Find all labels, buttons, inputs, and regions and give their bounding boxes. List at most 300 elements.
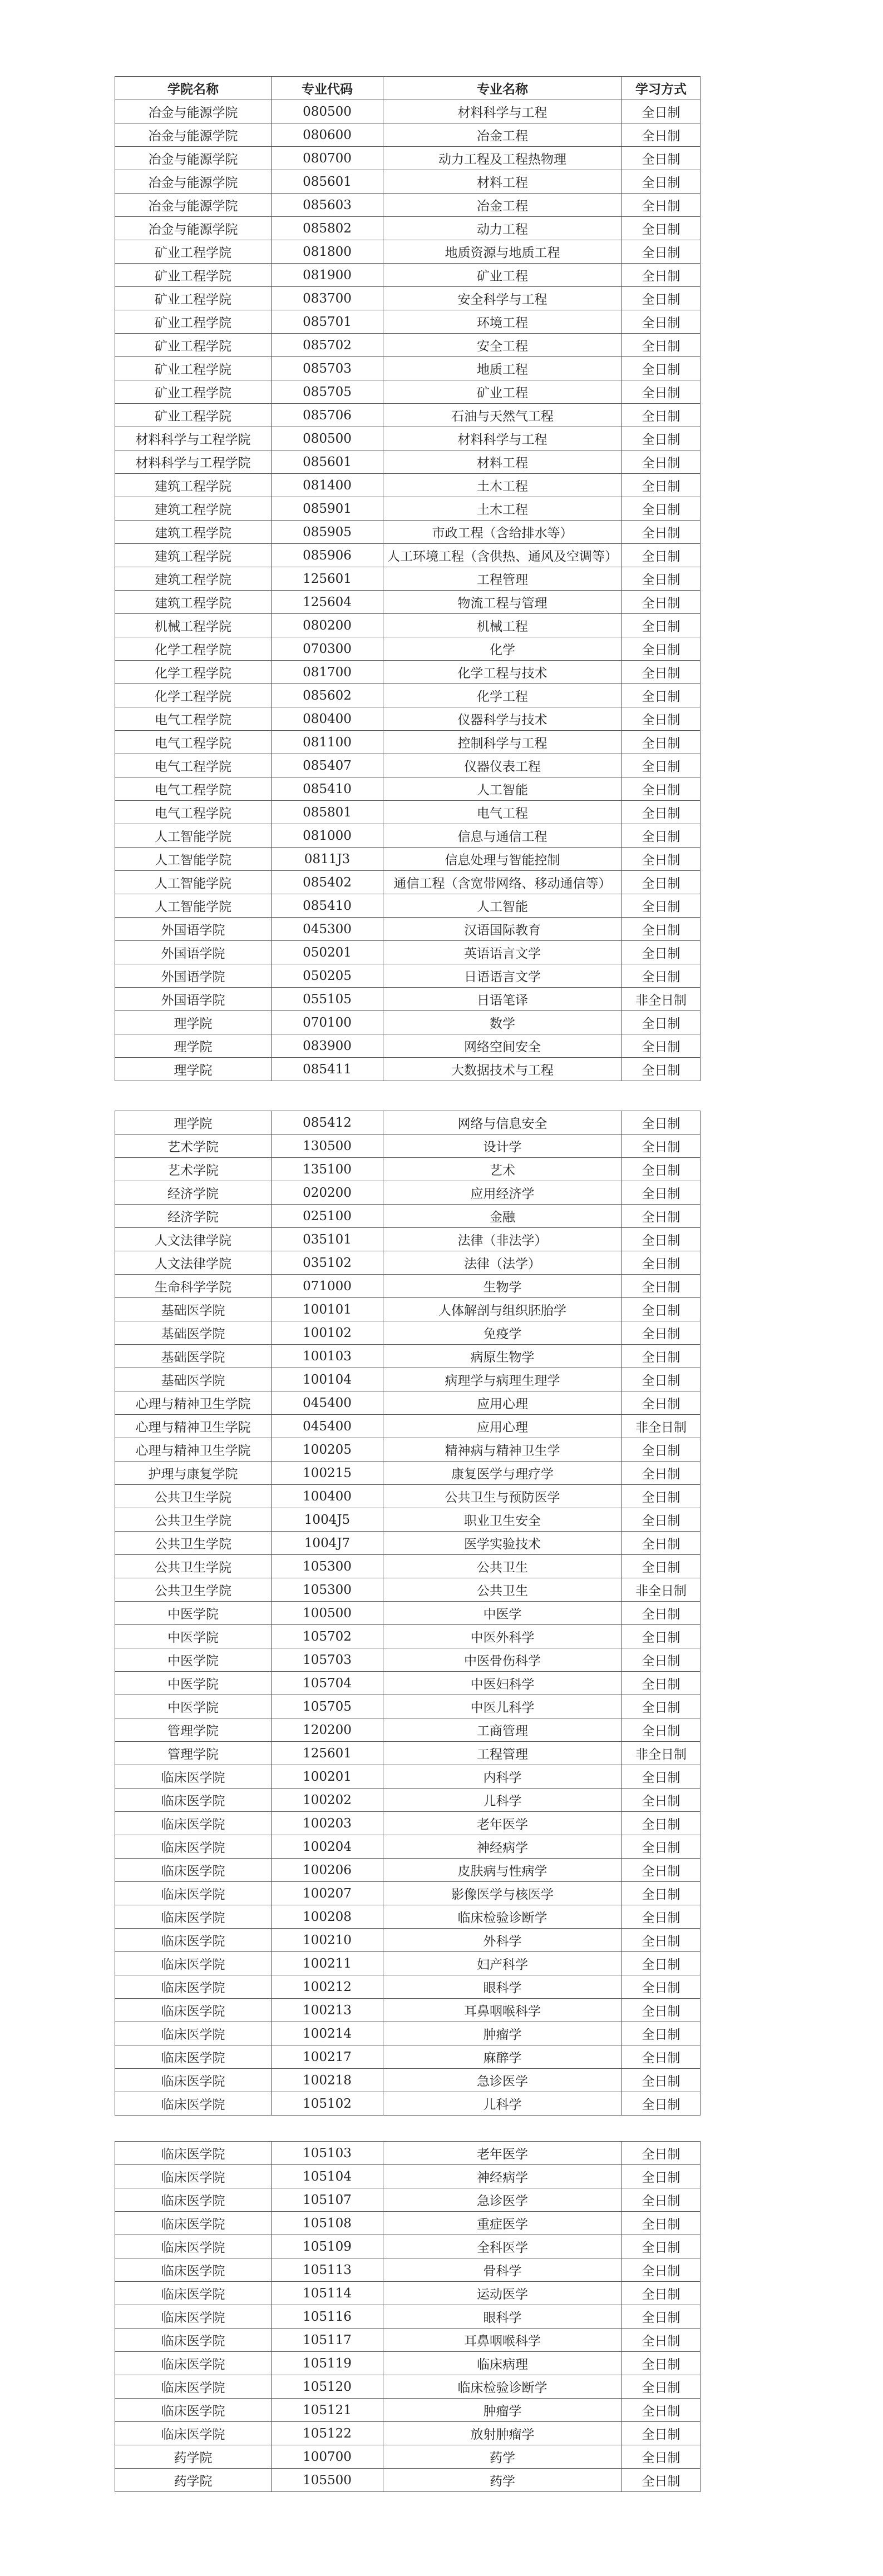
cell-college: 公共卫生学院 [115, 1532, 272, 1555]
cell-major-code: 081800 [272, 240, 383, 264]
cell-major-name: 麻醉学 [383, 2045, 622, 2069]
cell-college: 冶金与能源学院 [115, 170, 272, 194]
cell-college: 临床医学院 [115, 2258, 272, 2282]
table-row [115, 474, 701, 497]
cell-major-code: 125601 [272, 567, 383, 591]
cell-study-mode: 全日制 [622, 310, 701, 334]
cell-college: 建筑工程学院 [115, 521, 272, 544]
cell-major-name: 肿瘤学 [383, 2399, 622, 2422]
cell-college: 外国语学院 [115, 964, 272, 988]
program-table-page-2 [115, 1111, 700, 2116]
cell-major-name: 重症医学 [383, 2212, 622, 2235]
cell-major-code: 045400 [272, 1391, 383, 1415]
cell-study-mode: 全日制 [622, 147, 701, 170]
table-row [115, 894, 701, 918]
cell-major-code: 100208 [272, 1905, 383, 1929]
cell-college: 材料科学与工程学院 [115, 427, 272, 450]
cell-college: 临床医学院 [115, 2022, 272, 2045]
cell-study-mode: 全日制 [622, 1672, 701, 1695]
header-study-mode: 学习方式 [622, 77, 701, 100]
cell-study-mode: 全日制 [622, 1391, 701, 1415]
cell-major-code: 100202 [272, 1789, 383, 1812]
cell-college: 临床医学院 [115, 1765, 272, 1789]
cell-study-mode: 全日制 [622, 1321, 701, 1345]
cell-college: 化学工程学院 [115, 637, 272, 661]
cell-college: 电气工程学院 [115, 707, 272, 731]
cell-study-mode: 全日制 [622, 1438, 701, 1462]
cell-major-code: 035101 [272, 1228, 383, 1251]
cell-major-code: 100201 [272, 1765, 383, 1789]
cell-college: 临床医学院 [115, 2375, 272, 2399]
table-row [115, 1952, 701, 1975]
table-row [115, 707, 701, 731]
table-row [115, 544, 701, 567]
cell-study-mode: 全日制 [622, 404, 701, 427]
program-table-page-1 [115, 76, 700, 1081]
cell-major-name: 神经病学 [383, 2165, 622, 2188]
cell-study-mode: 全日制 [622, 334, 701, 357]
table-row [115, 1462, 701, 1485]
cell-major-name: 数学 [383, 1011, 622, 1034]
table-row [115, 801, 701, 824]
cell-major-name: 公共卫生与预防医学 [383, 1485, 622, 1508]
cell-major-code: 085603 [272, 194, 383, 217]
cell-study-mode: 全日制 [622, 1508, 701, 1532]
cell-study-mode: 全日制 [622, 871, 701, 894]
cell-study-mode: 全日制 [622, 2329, 701, 2352]
cell-college: 理学院 [115, 1011, 272, 1034]
cell-study-mode: 全日制 [622, 1135, 701, 1158]
table-row [115, 427, 701, 450]
cell-study-mode: 全日制 [622, 2258, 701, 2282]
cell-study-mode: 全日制 [622, 521, 701, 544]
cell-major-name: 临床检验诊断学 [383, 2375, 622, 2399]
cell-study-mode: 全日制 [622, 1485, 701, 1508]
cell-major-name: 公共卫生 [383, 1578, 622, 1602]
table-row [115, 777, 701, 801]
cell-major-name: 全科医学 [383, 2235, 622, 2258]
cell-study-mode: 全日制 [622, 1368, 701, 1391]
cell-study-mode: 全日制 [622, 614, 701, 637]
cell-study-mode: 全日制 [622, 684, 701, 707]
cell-study-mode: 全日制 [622, 707, 701, 731]
cell-college: 临床医学院 [115, 1975, 272, 1999]
table-row [115, 1578, 701, 1602]
cell-study-mode: 全日制 [622, 1158, 701, 1181]
table-row [115, 217, 701, 240]
table-row [115, 1882, 701, 1905]
cell-study-mode: 全日制 [622, 1789, 701, 1812]
cell-major-name: 信息与通信工程 [383, 824, 622, 848]
cell-major-name: 工程管理 [383, 1742, 622, 1765]
cell-major-code: 105703 [272, 1648, 383, 1672]
cell-college: 电气工程学院 [115, 801, 272, 824]
cell-major-code: 085412 [272, 1111, 383, 1135]
cell-college: 中医学院 [115, 1672, 272, 1695]
cell-major-name: 信息处理与智能控制 [383, 848, 622, 871]
cell-study-mode: 全日制 [622, 894, 701, 918]
cell-college: 药学院 [115, 2469, 272, 2492]
cell-college: 建筑工程学院 [115, 474, 272, 497]
cell-study-mode: 全日制 [622, 2142, 701, 2165]
cell-major-code: 105122 [272, 2422, 383, 2445]
table-row [115, 661, 701, 684]
cell-major-code: 100103 [272, 1345, 383, 1368]
cell-major-code: 105116 [272, 2305, 383, 2329]
cell-study-mode: 全日制 [622, 1251, 701, 1275]
cell-major-code: 081900 [272, 264, 383, 287]
cell-major-code: 083900 [272, 1034, 383, 1058]
cell-college: 艺术学院 [115, 1135, 272, 1158]
table-row [115, 2022, 701, 2045]
cell-major-name: 土木工程 [383, 497, 622, 521]
cell-major-code: 105108 [272, 2212, 383, 2235]
cell-college: 人工智能学院 [115, 894, 272, 918]
table-row [115, 1905, 701, 1929]
cell-major-code: 085410 [272, 777, 383, 801]
cell-study-mode: 全日制 [622, 2235, 701, 2258]
cell-major-code: 085411 [272, 1058, 383, 1081]
cell-college: 临床医学院 [115, 1882, 272, 1905]
cell-study-mode: 全日制 [622, 2469, 701, 2492]
cell-college: 临床医学院 [115, 2399, 272, 2422]
cell-major-name: 妇产科学 [383, 1952, 622, 1975]
cell-college: 矿业工程学院 [115, 404, 272, 427]
table-row [115, 2212, 701, 2235]
header-major-name: 专业名称 [383, 77, 622, 100]
table-row [115, 2282, 701, 2305]
cell-study-mode: 全日制 [622, 1765, 701, 1789]
cell-major-name: 机械工程 [383, 614, 622, 637]
cell-study-mode: 全日制 [622, 1011, 701, 1034]
cell-major-code: 085601 [272, 450, 383, 474]
cell-study-mode: 全日制 [622, 2422, 701, 2445]
cell-major-code: 025100 [272, 1205, 383, 1228]
cell-college: 管理学院 [115, 1742, 272, 1765]
cell-study-mode: 全日制 [622, 591, 701, 614]
table-row [115, 1034, 701, 1058]
cell-major-code: 125601 [272, 1742, 383, 1765]
cell-college: 临床医学院 [115, 1929, 272, 1952]
cell-study-mode: 全日制 [622, 1718, 701, 1742]
cell-study-mode: 全日制 [622, 1648, 701, 1672]
cell-major-code: 105104 [272, 2165, 383, 2188]
cell-major-code: 020200 [272, 1181, 383, 1205]
table-row [115, 2165, 701, 2188]
cell-college: 化学工程学院 [115, 684, 272, 707]
cell-major-name: 日语语言文学 [383, 964, 622, 988]
cell-college: 临床医学院 [115, 2092, 272, 2116]
cell-college: 临床医学院 [115, 1789, 272, 1812]
cell-major-code: 085410 [272, 894, 383, 918]
cell-study-mode: 全日制 [622, 1625, 701, 1648]
cell-major-name: 电气工程 [383, 801, 622, 824]
table-row [115, 1508, 701, 1532]
cell-major-name: 中医妇科学 [383, 1672, 622, 1695]
table-row [115, 1438, 701, 1462]
cell-study-mode: 全日制 [622, 918, 701, 941]
cell-college: 临床医学院 [115, 1952, 272, 1975]
cell-study-mode: 全日制 [622, 170, 701, 194]
cell-study-mode: 非全日制 [622, 988, 701, 1011]
cell-major-code: 080400 [272, 707, 383, 731]
cell-major-code: 100217 [272, 2045, 383, 2069]
cell-college: 建筑工程学院 [115, 591, 272, 614]
cell-major-name: 急诊医学 [383, 2188, 622, 2212]
cell-study-mode: 全日制 [622, 1929, 701, 1952]
cell-major-name: 土木工程 [383, 474, 622, 497]
table-row [115, 754, 701, 777]
table-row [115, 2258, 701, 2282]
cell-major-code: 100218 [272, 2069, 383, 2092]
table-row [115, 637, 701, 661]
table-row [115, 941, 701, 964]
cell-study-mode: 全日制 [622, 357, 701, 380]
cell-major-name: 工商管理 [383, 1718, 622, 1742]
cell-study-mode: 全日制 [622, 1882, 701, 1905]
cell-study-mode: 全日制 [622, 1275, 701, 1298]
cell-college: 冶金与能源学院 [115, 217, 272, 240]
table-row [115, 614, 701, 637]
cell-major-name: 儿科学 [383, 2092, 622, 2116]
cell-major-code: 105120 [272, 2375, 383, 2399]
cell-major-code: 085703 [272, 357, 383, 380]
cell-major-name: 石油与天然气工程 [383, 404, 622, 427]
cell-college: 临床医学院 [115, 2142, 272, 2165]
cell-major-code: 100104 [272, 1368, 383, 1391]
cell-college: 电气工程学院 [115, 777, 272, 801]
cell-study-mode: 全日制 [622, 1228, 701, 1251]
table-row [115, 2092, 701, 2116]
cell-study-mode: 全日制 [622, 1905, 701, 1929]
cell-major-code: 085407 [272, 754, 383, 777]
cell-study-mode: 全日制 [622, 450, 701, 474]
cell-college: 临床医学院 [115, 2212, 272, 2235]
table-row [115, 1391, 701, 1415]
cell-college: 理学院 [115, 1111, 272, 1135]
cell-college: 矿业工程学院 [115, 334, 272, 357]
cell-study-mode: 全日制 [622, 2165, 701, 2188]
cell-major-name: 网络与信息安全 [383, 1111, 622, 1135]
program-table [115, 2141, 701, 2492]
cell-major-name: 材料科学与工程 [383, 100, 622, 123]
cell-college: 矿业工程学院 [115, 240, 272, 264]
cell-college: 心理与精神卫生学院 [115, 1415, 272, 1438]
cell-college: 临床医学院 [115, 2352, 272, 2375]
cell-major-code: 085602 [272, 684, 383, 707]
cell-major-code: 105117 [272, 2329, 383, 2352]
cell-college: 临床医学院 [115, 1905, 272, 1929]
cell-college: 中医学院 [115, 1648, 272, 1672]
cell-college: 矿业工程学院 [115, 310, 272, 334]
cell-study-mode: 全日制 [622, 1602, 701, 1625]
cell-major-name: 法律（非法学） [383, 1228, 622, 1251]
cell-college: 心理与精神卫生学院 [115, 1438, 272, 1462]
cell-major-name: 仪器科学与技术 [383, 707, 622, 731]
table-row [115, 2399, 701, 2422]
cell-college: 临床医学院 [115, 2045, 272, 2069]
cell-major-name: 日语笔译 [383, 988, 622, 1011]
cell-study-mode: 全日制 [622, 1812, 701, 1835]
table-row [115, 1929, 701, 1952]
cell-major-code: 105103 [272, 2142, 383, 2165]
table-row [115, 1765, 701, 1789]
cell-college: 临床医学院 [115, 1835, 272, 1859]
table-row [115, 1058, 701, 1081]
cell-study-mode: 全日制 [622, 848, 701, 871]
cell-major-code: 050201 [272, 941, 383, 964]
cell-major-name: 中医儿科学 [383, 1695, 622, 1718]
cell-major-code: 085705 [272, 380, 383, 404]
cell-major-name: 矿业工程 [383, 380, 622, 404]
cell-major-name: 化学工程 [383, 684, 622, 707]
cell-major-code: 105102 [272, 2092, 383, 2116]
cell-college: 冶金与能源学院 [115, 194, 272, 217]
cell-major-code: 035102 [272, 1251, 383, 1275]
table-row [115, 988, 701, 1011]
cell-major-code: 130500 [272, 1135, 383, 1158]
cell-study-mode: 全日制 [622, 2069, 701, 2092]
cell-major-code: 100214 [272, 2022, 383, 2045]
cell-major-code: 085701 [272, 310, 383, 334]
cell-college: 基础医学院 [115, 1298, 272, 1321]
cell-college: 人文法律学院 [115, 1251, 272, 1275]
cell-study-mode: 全日制 [622, 1952, 701, 1975]
table-row [115, 1415, 701, 1438]
cell-major-name: 眼科学 [383, 1975, 622, 1999]
cell-study-mode: 全日制 [622, 544, 701, 567]
cell-major-code: 100207 [272, 1882, 383, 1905]
cell-college: 冶金与能源学院 [115, 147, 272, 170]
table-row [115, 2045, 701, 2069]
cell-study-mode: 全日制 [622, 1345, 701, 1368]
table-row [115, 731, 701, 754]
cell-study-mode: 全日制 [622, 123, 701, 147]
table-row [115, 684, 701, 707]
table-row [115, 1298, 701, 1321]
cell-major-code: 045400 [272, 1415, 383, 1438]
cell-major-code: 080600 [272, 123, 383, 147]
cell-college: 临床医学院 [115, 2188, 272, 2212]
cell-study-mode: 全日制 [622, 427, 701, 450]
cell-college: 临床医学院 [115, 2422, 272, 2445]
cell-major-name: 化学工程与技术 [383, 661, 622, 684]
cell-college: 人工智能学院 [115, 871, 272, 894]
cell-study-mode: 全日制 [622, 1975, 701, 1999]
cell-college: 护理与康复学院 [115, 1462, 272, 1485]
cell-major-name: 临床检验诊断学 [383, 1905, 622, 1929]
cell-major-name: 病理学与病理生理学 [383, 1368, 622, 1391]
cell-major-name: 艺术 [383, 1158, 622, 1181]
cell-study-mode: 全日制 [622, 1462, 701, 1485]
cell-major-name: 矿业工程 [383, 264, 622, 287]
cell-study-mode: 全日制 [622, 2092, 701, 2116]
cell-study-mode: 全日制 [622, 637, 701, 661]
cell-major-code: 100215 [272, 1462, 383, 1485]
cell-major-name: 地质资源与地质工程 [383, 240, 622, 264]
cell-study-mode: 非全日制 [622, 1742, 701, 1765]
cell-college: 临床医学院 [115, 1999, 272, 2022]
cell-major-code: 100102 [272, 1321, 383, 1345]
cell-major-code: 100400 [272, 1485, 383, 1508]
cell-major-name: 药学 [383, 2469, 622, 2492]
cell-major-code: 085906 [272, 544, 383, 567]
cell-college: 管理学院 [115, 1718, 272, 1742]
cell-study-mode: 全日制 [622, 754, 701, 777]
cell-major-name: 老年医学 [383, 2142, 622, 2165]
cell-study-mode: 全日制 [622, 2188, 701, 2212]
cell-college: 外国语学院 [115, 941, 272, 964]
cell-major-code: 105114 [272, 2282, 383, 2305]
cell-study-mode: 全日制 [622, 941, 701, 964]
cell-major-code: 125604 [272, 591, 383, 614]
cell-major-name: 人体解剖与组织胚胎学 [383, 1298, 622, 1321]
cell-major-name: 儿科学 [383, 1789, 622, 1812]
cell-major-code: 085905 [272, 521, 383, 544]
table-row [115, 1158, 701, 1181]
table-row [115, 1859, 701, 1882]
cell-college: 建筑工程学院 [115, 567, 272, 591]
cell-major-name: 职业卫生安全 [383, 1508, 622, 1532]
cell-study-mode: 全日制 [622, 731, 701, 754]
cell-major-code: 081100 [272, 731, 383, 754]
table-row [115, 1228, 701, 1251]
cell-study-mode: 全日制 [622, 194, 701, 217]
cell-major-name: 应用心理 [383, 1415, 622, 1438]
table-row [115, 287, 701, 310]
cell-major-name: 控制科学与工程 [383, 731, 622, 754]
cell-college: 公共卫生学院 [115, 1508, 272, 1532]
cell-major-name: 应用经济学 [383, 1181, 622, 1205]
cell-major-code: 105107 [272, 2188, 383, 2212]
table-row [115, 2142, 701, 2165]
cell-college: 经济学院 [115, 1205, 272, 1228]
table-row [115, 1251, 701, 1275]
cell-major-name: 人工智能 [383, 894, 622, 918]
cell-college: 建筑工程学院 [115, 544, 272, 567]
table-row [115, 2069, 701, 2092]
table-row [115, 2445, 701, 2469]
cell-major-name: 神经病学 [383, 1835, 622, 1859]
cell-major-name: 肿瘤学 [383, 2022, 622, 2045]
cell-major-code: 085706 [272, 404, 383, 427]
table-row [115, 2375, 701, 2399]
cell-major-name: 运动医学 [383, 2282, 622, 2305]
cell-major-name: 法律（法学） [383, 1251, 622, 1275]
cell-college: 基础医学院 [115, 1321, 272, 1345]
cell-study-mode: 全日制 [622, 240, 701, 264]
cell-major-name: 耳鼻咽喉科学 [383, 2329, 622, 2352]
table-row [115, 521, 701, 544]
cell-major-code: 1004J7 [272, 1532, 383, 1555]
table-row [115, 1695, 701, 1718]
table-row [115, 2422, 701, 2445]
cell-college: 公共卫生学院 [115, 1555, 272, 1578]
cell-major-name: 通信工程（含宽带网络、移动通信等） [383, 871, 622, 894]
table-row [115, 170, 701, 194]
cell-college: 外国语学院 [115, 988, 272, 1011]
cell-study-mode: 全日制 [622, 567, 701, 591]
cell-major-code: 100101 [272, 1298, 383, 1321]
cell-college: 化学工程学院 [115, 661, 272, 684]
cell-major-name: 临床病理 [383, 2352, 622, 2375]
cell-major-name: 动力工程及工程热物理 [383, 147, 622, 170]
cell-major-name: 免疫学 [383, 1321, 622, 1345]
table-row [115, 1975, 701, 1999]
cell-study-mode: 全日制 [622, 1835, 701, 1859]
cell-study-mode: 全日制 [622, 1999, 701, 2022]
cell-study-mode: 全日制 [622, 380, 701, 404]
